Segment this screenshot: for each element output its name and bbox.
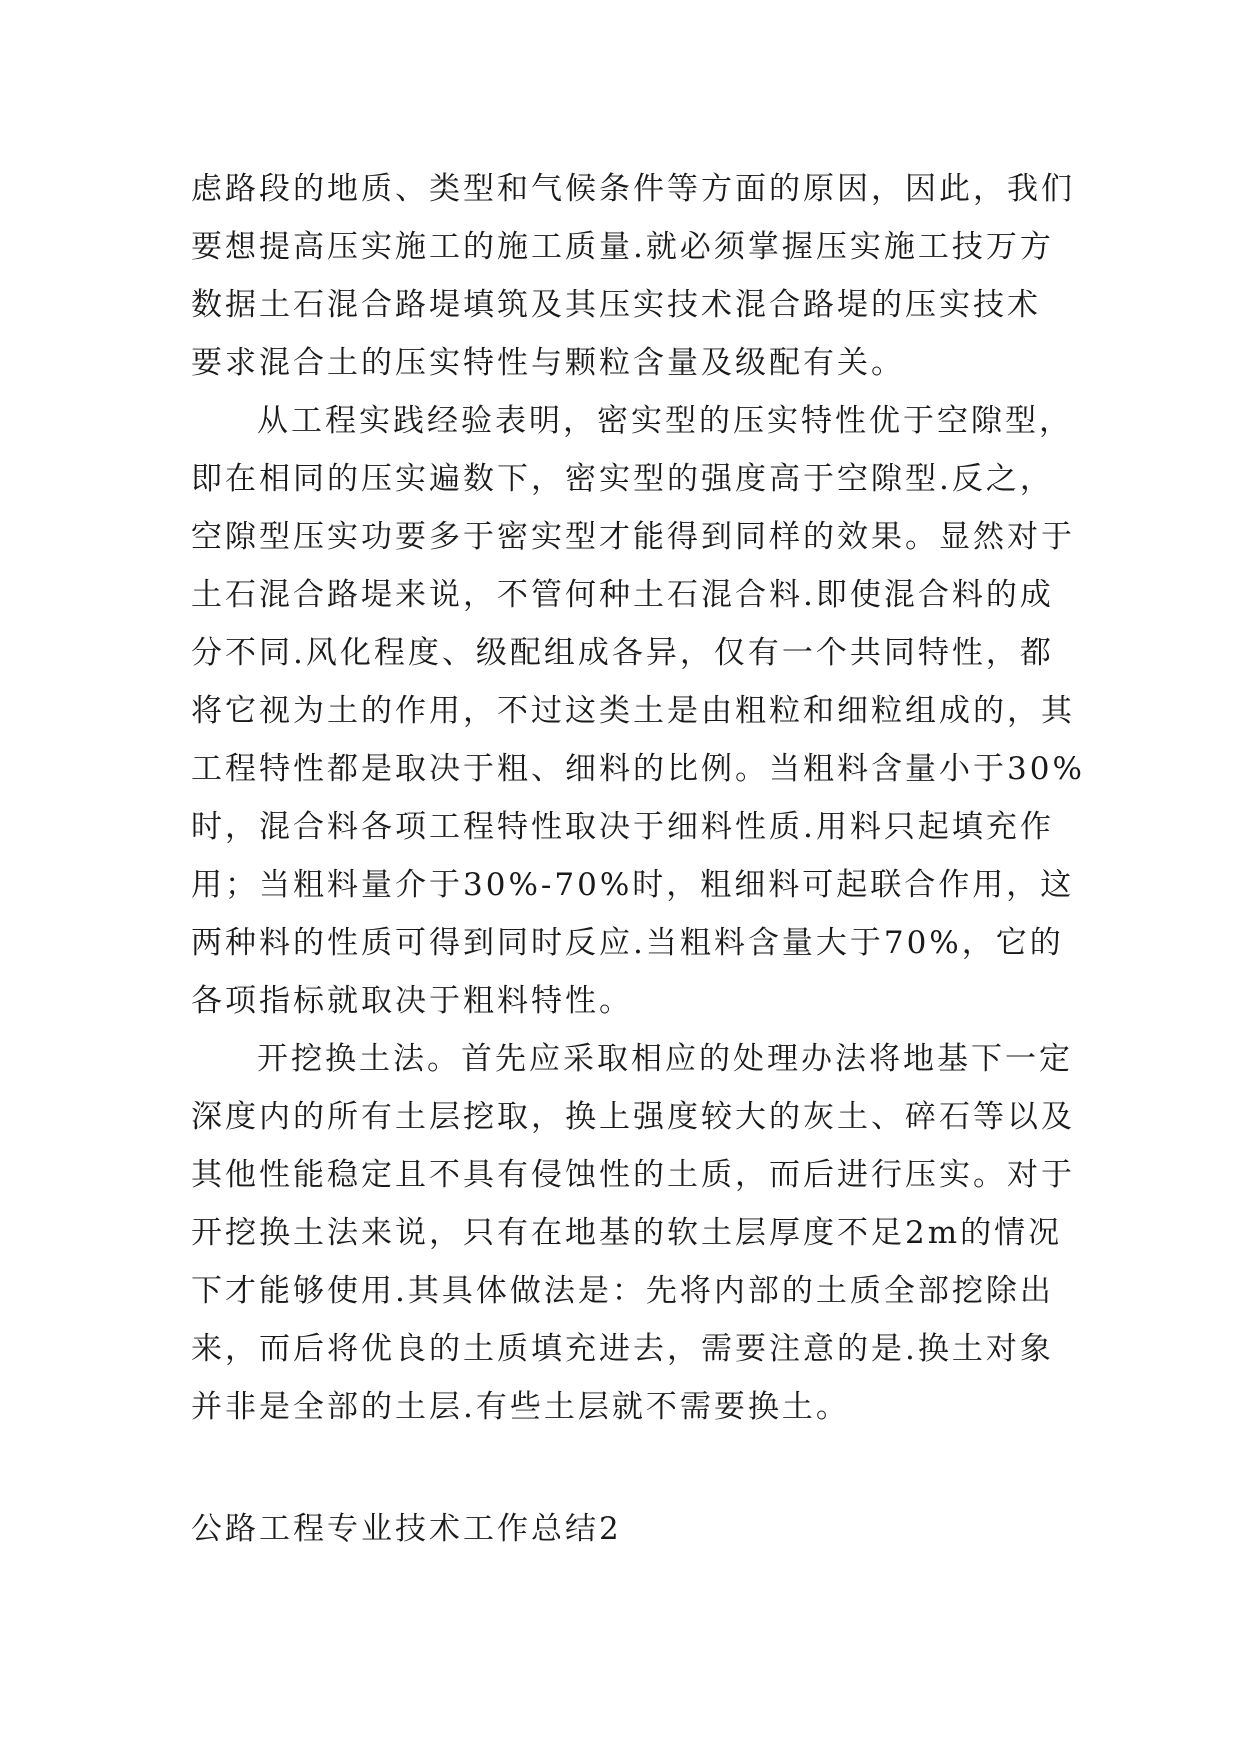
text-line: 数据土石混合路堤填筑及其压实技术混合路堤的压实技术 <box>191 287 1041 323</box>
text-line: 将它视为土的作用，不过这类土是由粗粒和细粒组成的，其 <box>191 693 1075 729</box>
paragraph-2 <box>191 392 1085 1030</box>
text-line: 两种料的性质可得到同时反应.当粗料含量大于70%，它的 <box>191 925 1064 961</box>
document-body <box>191 160 1085 1436</box>
text-line: 开挖换土法来说，只有在地基的软土层厚度不足2m的情况 <box>191 1215 1063 1251</box>
text-line: 开挖换土法。首先应采取相应的处理办法将地基下一定 <box>257 1041 1073 1077</box>
text-line: 即在相同的压实遍数下，密实型的强度高于空隙型.反之， <box>191 461 1054 497</box>
section-heading: 公路工程专业技术工作总结2 <box>191 1511 622 1547</box>
text-line: 下才能够使用.其具体做法是：先将内部的土质全部挖除出 <box>191 1273 1054 1309</box>
text-line: 其他性能稳定且不具有侵蚀性的土质，而后进行压实。对于 <box>191 1157 1075 1193</box>
text-line: 来，而后将优良的土质填充进去，需要注意的是.换土对象 <box>191 1331 1054 1367</box>
text-line: 用；当粗料量介于30%-70%时，粗细料可起联合作用，这 <box>191 867 1075 903</box>
text-line: 要求混合土的压实特性与颗粒含量及级配有关。 <box>191 345 905 381</box>
text-line: 深度内的所有土层挖取，换上强度较大的灰土、碎石等以及 <box>191 1099 1075 1135</box>
paragraph-3 <box>191 1030 1081 1436</box>
text-line: 分不同.风化程度、级配组成各异，仅有一个共同特性，都 <box>191 635 1054 671</box>
text-line: 要想提高压实施工的施工质量.就必须掌握压实施工技万方 <box>191 229 1054 265</box>
text-line: 土石混合路堤来说，不管何种土石混合料.即使混合料的成 <box>191 577 1054 613</box>
paragraph-1 <box>191 160 1081 392</box>
text-line: 虑路段的地质、类型和气候条件等方面的原因，因此，我们 <box>191 171 1075 207</box>
text-line: 各项指标就取决于粗料特性。 <box>191 983 633 1019</box>
text-line: 时，混合料各项工程特性取决于细料性质.用料只起填充作 <box>191 809 1054 845</box>
text-line: 工程特性都是取决于粗、细料的比例。当粗料含量小于30% <box>191 751 1085 787</box>
text-line: 从工程实践经验表明，密实型的压实特性优于空隙型， <box>257 403 1073 439</box>
text-line: 空隙型压实功要多于密实型才能得到同样的效果。显然对于 <box>191 519 1075 555</box>
text-line: 并非是全部的土层.有些土层就不需要换土。 <box>191 1389 850 1425</box>
